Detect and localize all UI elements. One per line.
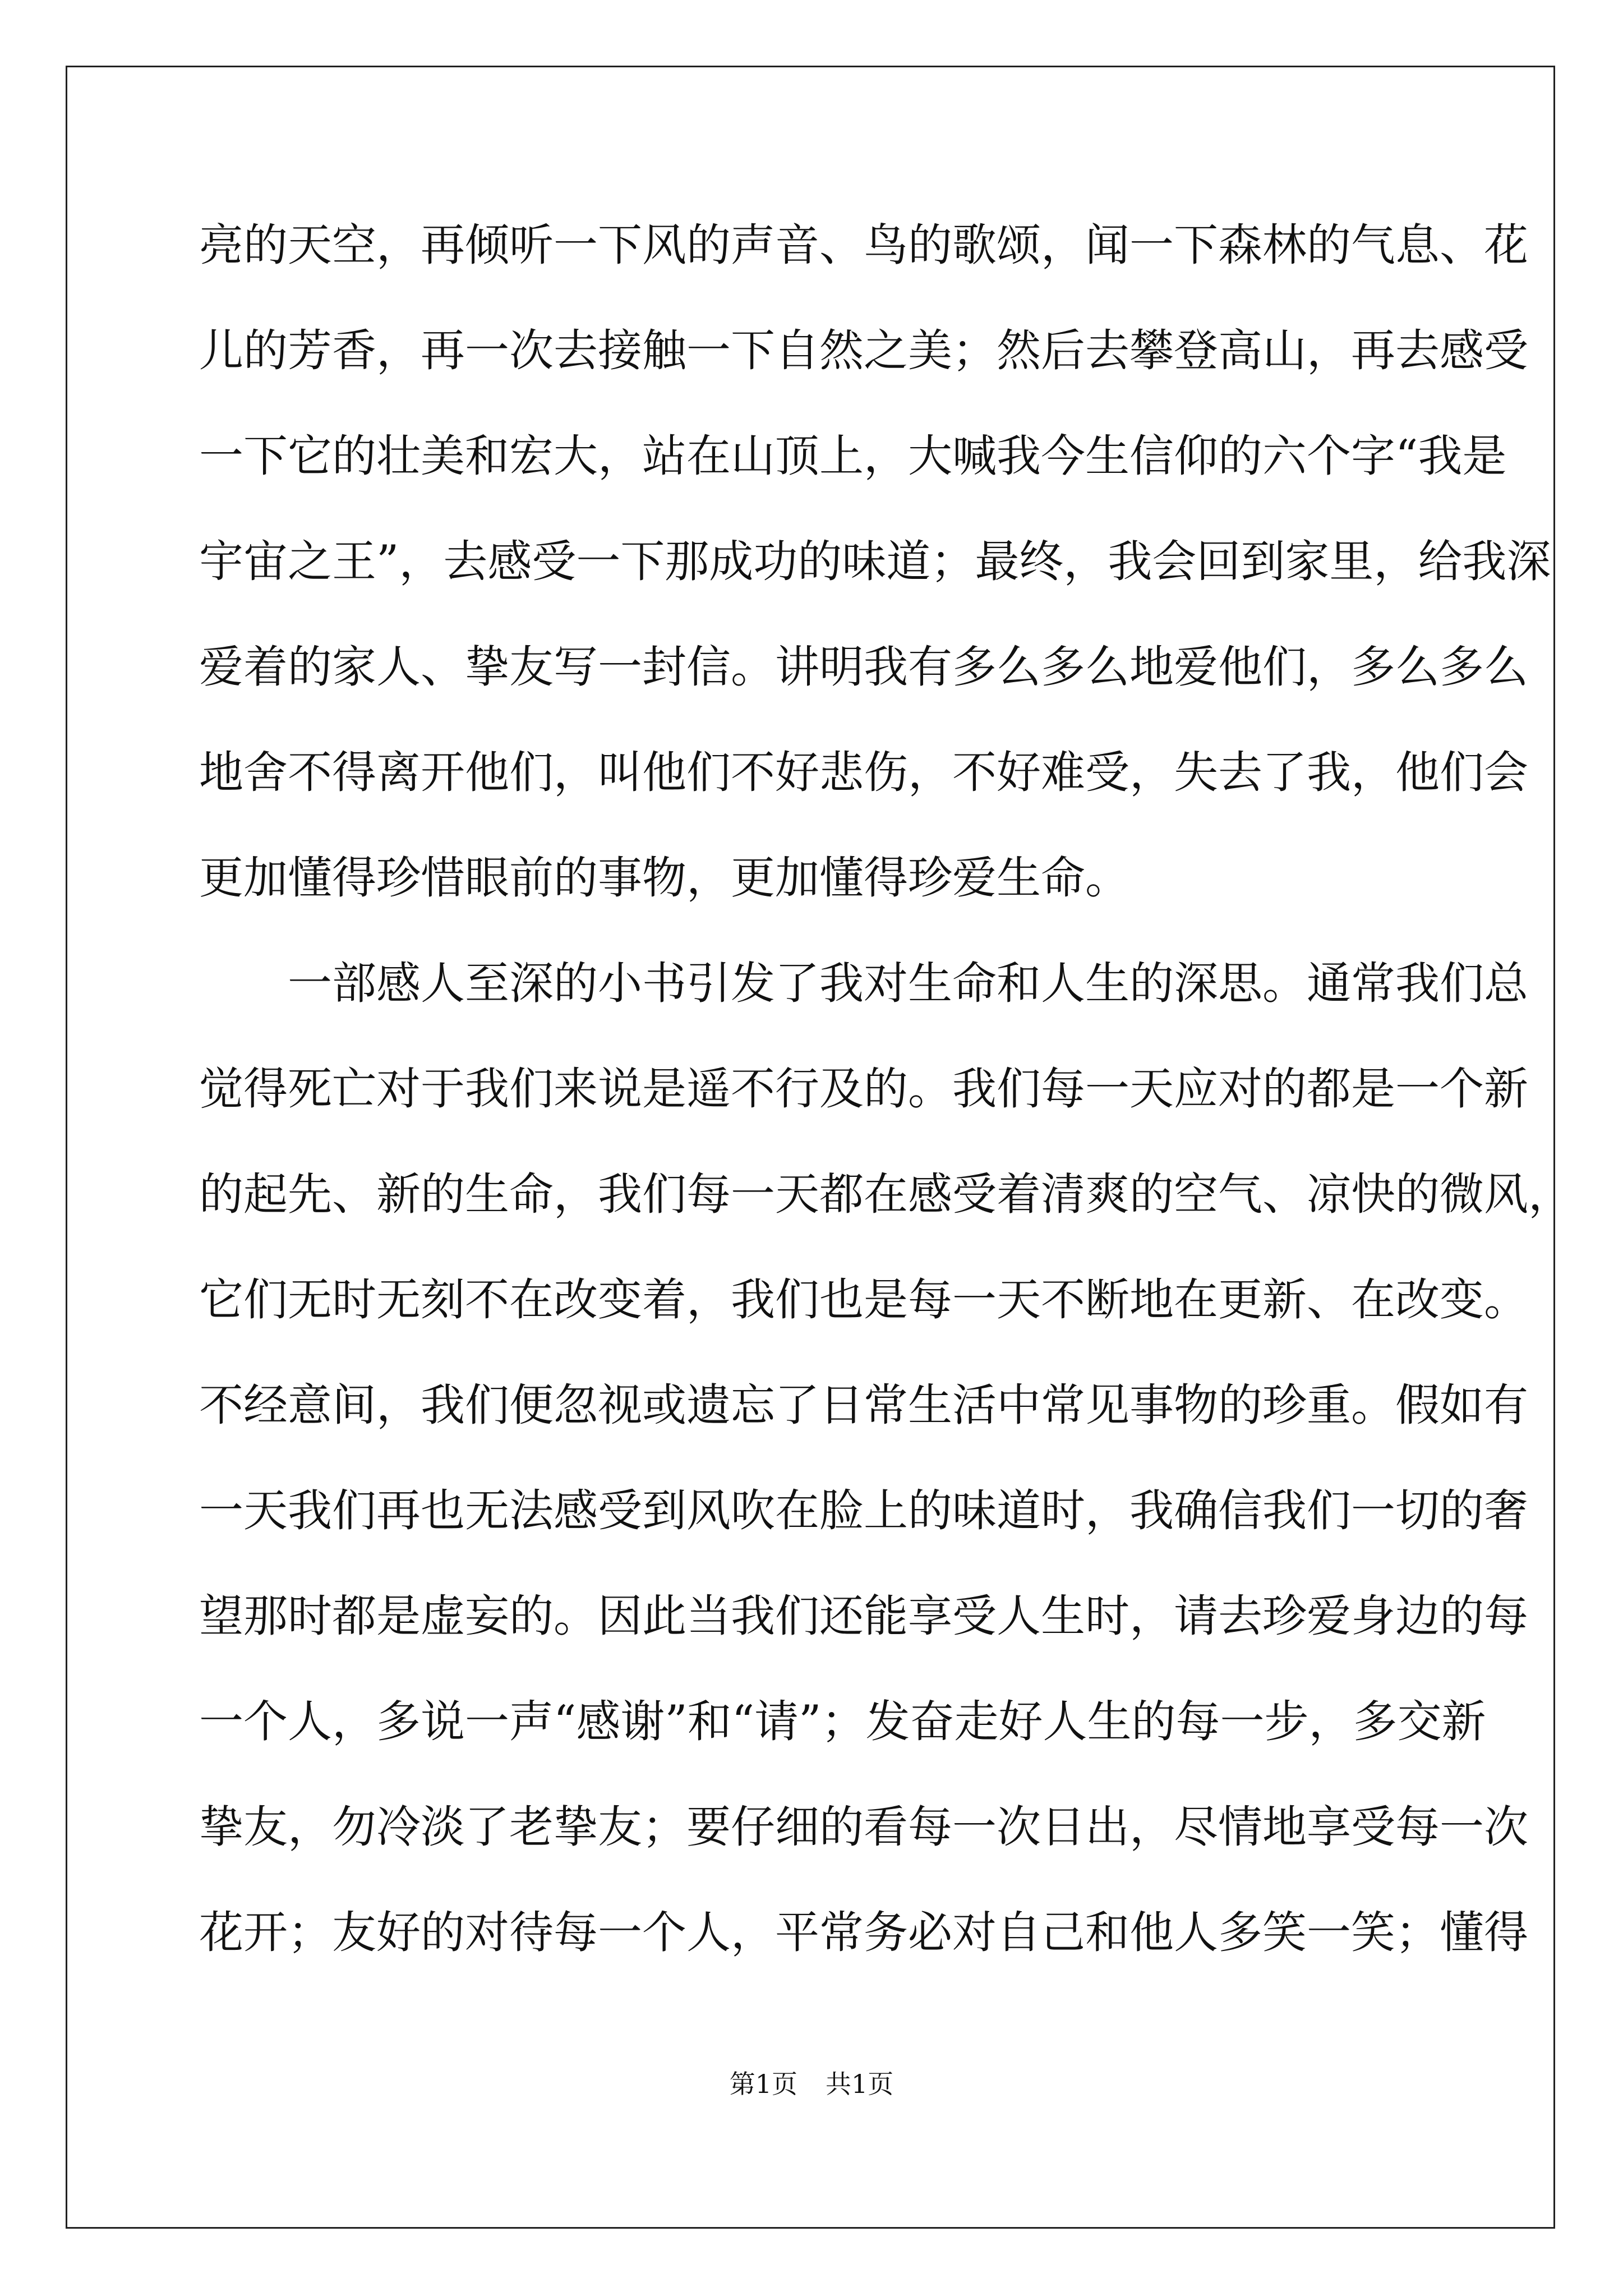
page-total: 共1页 — [826, 2069, 894, 2099]
paragraph-2 — [199, 957, 1573, 1959]
text-line: 望那时都是虚妄的。因此当我们还能享受人生时，请去珍爱身边的每 — [199, 1590, 1528, 1642]
text-line: 地舍不得离开他们，叫他们不好悲伤，不好难受，失去了我，他们会 — [199, 747, 1528, 798]
text-line: 挚友，勿冷淡了老挚友；要仔细的看每一次日出，尽情地享受每一次 — [199, 1801, 1528, 1853]
text-line: 一个人，多说一声“感谢”和“请”；发奋走好人生的每一步，多交新 — [199, 1696, 1486, 1747]
page-number: 第1页 — [729, 2069, 797, 2099]
text-line: 一天我们再也无法感受到风吹在脸上的味道时，我确信我们一切的奢 — [199, 1485, 1528, 1536]
paragraph-1 — [199, 219, 1551, 905]
text-line: 爱着的家人、挚友写一封信。讲明我有多么多么地爱他们，多么多么 — [199, 641, 1528, 693]
text-line: 儿的芳香，再一次去接触一下自然之美；然后去攀登高山，再去感受 — [199, 325, 1528, 376]
text-line: 更加懂得珍惜眼前的事物，更加懂得珍爱生命。 — [199, 852, 1129, 904]
text-line: 它们无时无刻不在改变着，我们也是每一天不断地在更新、在改变。 — [199, 1274, 1528, 1326]
text-line: 亮的天空，再倾听一下风的声音、鸟的歌颂，闻一下森林的气息、花 — [199, 219, 1528, 271]
text-line: 不经意间，我们便忽视或遗忘了日常生活中常见事物的珍重。假如有 — [199, 1379, 1528, 1431]
text-line: 宇宙之王”，去感受一下那成功的味道；最终，我会回到家里，给我深 — [199, 536, 1551, 587]
text-line: 一下它的壮美和宏大，站在山顶上，大喊我今生信仰的六个字“我是 — [199, 430, 1507, 482]
page-footer — [0, 2067, 1623, 2101]
document-body — [199, 219, 1573, 2012]
text-line: 觉得死亡对于我们来说是遥不行及的。我们每一天应对的都是一个新 — [199, 1063, 1528, 1115]
text-line: 一部感人至深的小书引发了我对生命和人生的深思。通常我们总 — [288, 958, 1528, 1009]
text-line: 的起先、新的生命，我们每一天都在感受着清爽的空气、凉快的微风， — [199, 1168, 1573, 1220]
text-line: 花开；友好的对待每一个人，平常务必对自己和他人多笑一笑；懂得 — [199, 1907, 1528, 1958]
